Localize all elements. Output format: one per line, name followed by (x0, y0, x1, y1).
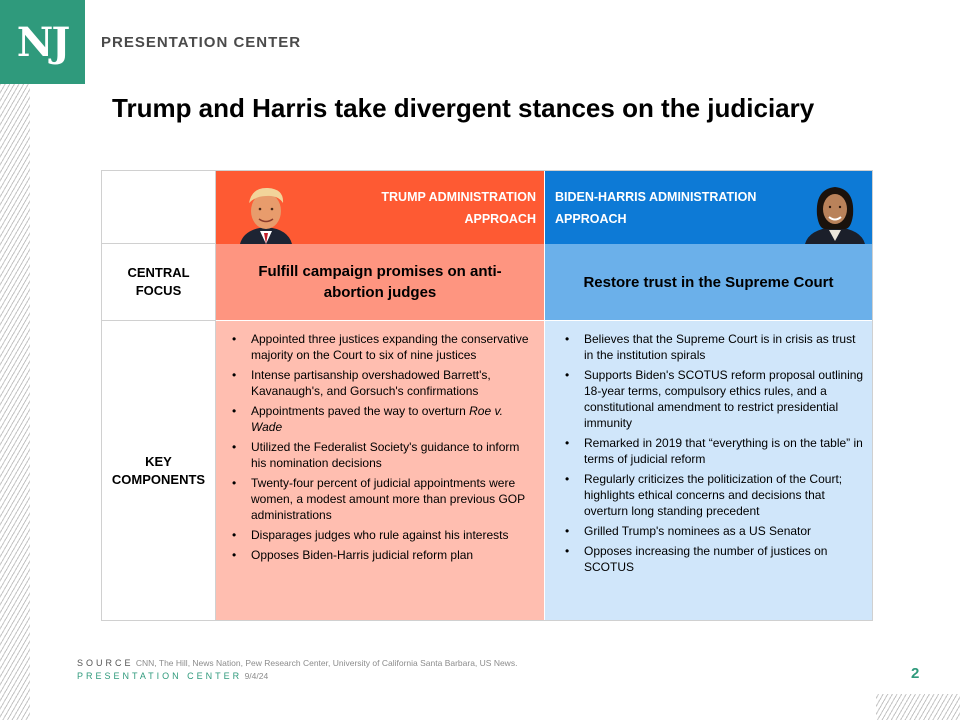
brand-name: PRESENTATION CENTER (101, 34, 302, 51)
list-item: • Opposes increasing the number of justices on SCOTUS (563, 543, 866, 575)
decorative-hatch-left (0, 84, 30, 720)
trump-header-line2: APPROACH (464, 212, 536, 226)
page-number: 2 (911, 665, 920, 682)
central-focus-label-line1: CENTRAL (127, 265, 190, 280)
footer-center-label: PRESENTATION CENTER (77, 671, 243, 681)
harris-central-focus-text: Restore trust in the Supreme Court (583, 273, 834, 291)
list-item: • Opposes Biden-Harris judicial reform plan (230, 547, 536, 563)
trump-central-focus (216, 244, 544, 321)
trump-portrait-icon (236, 181, 296, 244)
roe-text: Appointments paved the way to overturn (251, 404, 470, 418)
list-item (230, 403, 536, 435)
source-text: CNN, The Hill, News Nation, Pew Research Center, University of California Santa Barbara, US News. (135, 658, 518, 668)
harris-header-title (555, 186, 756, 230)
trump-key-components (216, 321, 544, 620)
list-item: • Remarked in 2019 that “everything is on the table” in terms of judicial reform (563, 435, 866, 467)
harris-header-line2: APPROACH (555, 212, 627, 226)
harris-bullet-list (563, 331, 866, 575)
footer-date: 9/4/24 (244, 671, 269, 681)
list-item: • Utilized the Federalist Society's guidance to inform his nomination decisions (230, 439, 536, 471)
roe-case-name: Roe v. Wade (251, 404, 503, 434)
nj-logo: NJ (0, 0, 85, 84)
key-components-label-line2: COMPONENTS (111, 471, 206, 487)
list-item: • Intense partisanship overshadowed Barrett's, Kavanaugh's, and Gorsuch's confirmations (230, 367, 536, 399)
footer-credit (77, 671, 268, 681)
trump-header-title (381, 186, 536, 230)
decorative-hatch-bottom-right (876, 694, 960, 720)
comparison-table (101, 170, 873, 621)
source-label: SOURCE (77, 658, 134, 668)
table-corner-cell (102, 171, 216, 244)
trump-bullet-list (230, 331, 536, 563)
list-item: • Regularly criticizes the politicization of the Court; highlights ethical concerns and decisions that overturn long standing precedent (563, 471, 866, 519)
harris-central-focus (544, 244, 872, 321)
trump-header-cell (216, 171, 544, 244)
slide-title: Trump and Harris take divergent stances on the judiciary (112, 93, 815, 123)
source-note (77, 658, 517, 668)
list-item: • Appointed three justices expanding the conservative majority on the Court to six of nine justices (230, 331, 536, 363)
list-item: • Twenty-four percent of judicial appointments were women, a modest amount more than previous GOP administrations (230, 475, 536, 523)
list-item: • Grilled Trump's nominees as a US Senator (563, 523, 866, 539)
list-item: • Supports Biden's SCOTUS reform proposal outlining 18-year terms, compulsory ethics rules, and a constitutional amendment to restrict presidential immunity (563, 367, 866, 431)
key-components-label (102, 321, 216, 620)
trump-central-focus-text: Fulfill campaign promises on anti-abortion judges (258, 263, 502, 301)
trump-header-line1: TRUMP ADMINISTRATION (381, 190, 536, 204)
central-focus-label (102, 244, 216, 321)
list-item: • Disparages judges who rule against his interests (230, 527, 536, 543)
central-focus-label-line2: FOCUS (135, 283, 182, 298)
harris-key-components (544, 321, 872, 620)
list-item: • Believes that the Supreme Court is in crisis as trust in the institution spirals (563, 331, 866, 363)
harris-header-cell (544, 171, 872, 244)
key-components-label-line1: KEY (145, 453, 172, 469)
harris-portrait-icon (801, 181, 869, 244)
harris-header-line1: BIDEN-HARRIS ADMINISTRATION (555, 190, 757, 204)
